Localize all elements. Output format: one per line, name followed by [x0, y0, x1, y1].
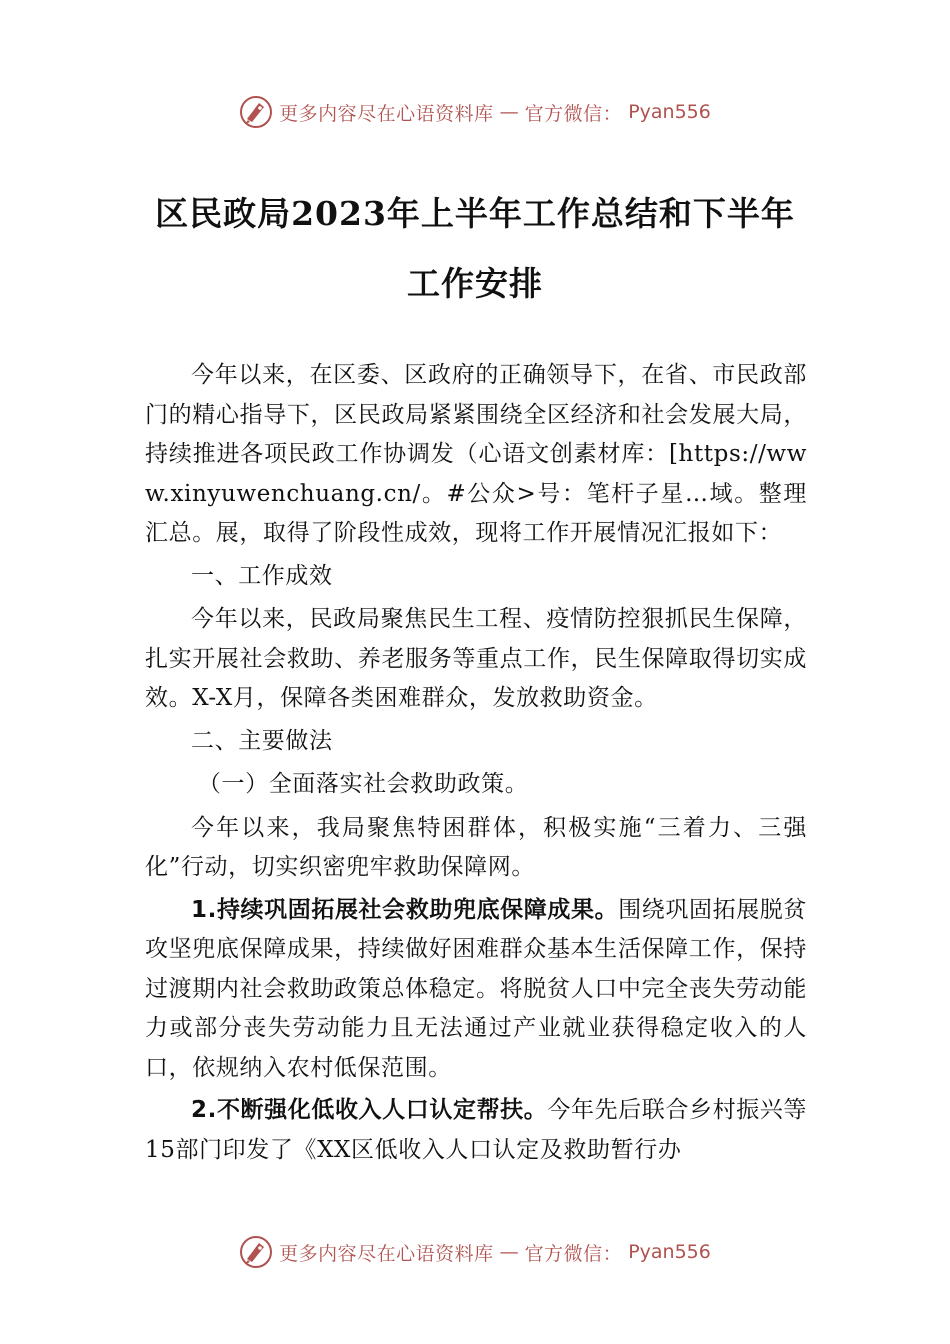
section2-heading: 二、主要做法 — [191, 727, 333, 754]
banner-separator: — — [499, 101, 519, 123]
item1-paragraph — [145, 891, 807, 1089]
banner-text: 更多内容尽在心语资料库 — [279, 102, 494, 125]
item2-lead: 2.不断强化低收入人口认定帮扶。 — [191, 1097, 548, 1123]
item2-body: 今年先后联合乡村振兴等15部门印发了《XX区低收入人口认定及救助暂行办 — [145, 1097, 807, 1163]
subsection1-heading: （一）全面落实社会救助政策。 — [197, 771, 529, 797]
document-title-line2: 工作安排 — [407, 264, 543, 303]
pen-nib-logo-icon — [239, 95, 273, 129]
intro-paragraph: 今年以来，在区委、区政府的正确领导下，在省、市民政部门的精心指导下，区民政局紧紧围绕全区经济和社会发展大局，持续推进各项民政工作协调发（心语文创素材库：[https://www.xinyuwenchuang.cn/。#公众>号：笔杆子星…域。整理汇总。展，取得了阶段性成效，现将工作开展情况汇报如下： — [145, 362, 807, 546]
footer-banner — [0, 1232, 950, 1272]
section1-heading: 一、工作成效 — [191, 562, 333, 589]
footer-banner-wechat-id: Pyan556 — [628, 1241, 711, 1263]
banner-wechat-id: Pyan556 — [628, 101, 711, 123]
item1-body: 围绕巩固拓展脱贫攻坚兜底保障成果，持续做好困难群众基本生活保障工作，保持过渡期内社会救助政策总体稳定。将脱贫人口中完全丧失劳动能力或部分丧失劳动能力且无法通过产业就业获得稳定收入的人口，依规纳入农村低保范围。 — [145, 896, 808, 1081]
header-banner — [0, 92, 950, 132]
footer-banner-text: 更多内容尽在心语资料库 — [279, 1242, 494, 1265]
section1-paragraph: 今年以来，民政局聚焦民生工程、疫情防控狠抓民生保障，扎实开展社会救助、养老服务等重点工作，民生保障取得切实成效。X-X月，保障各类困难群众，发放救助资金。 — [145, 606, 807, 711]
pen-nib-logo-icon — [239, 1235, 273, 1269]
document-title-line1: 区民政局2023年上半年工作总结和下半年 — [155, 194, 795, 233]
document-body — [145, 356, 807, 1173]
subsection1-paragraph: 今年以来，我局聚焦特困群体，积极实施“三着力、三强化”行动，切实织密兜牢救助保障网。 — [145, 814, 807, 880]
footer-banner-wechat-label: 官方微信： — [524, 1242, 623, 1265]
item2-paragraph — [145, 1091, 807, 1170]
footer-banner-separator: — — [499, 1241, 519, 1263]
banner-wechat-label: 官方微信： — [524, 102, 623, 125]
item1-lead: 1.持续巩固拓展社会救助兜底保障成果。 — [191, 896, 619, 923]
